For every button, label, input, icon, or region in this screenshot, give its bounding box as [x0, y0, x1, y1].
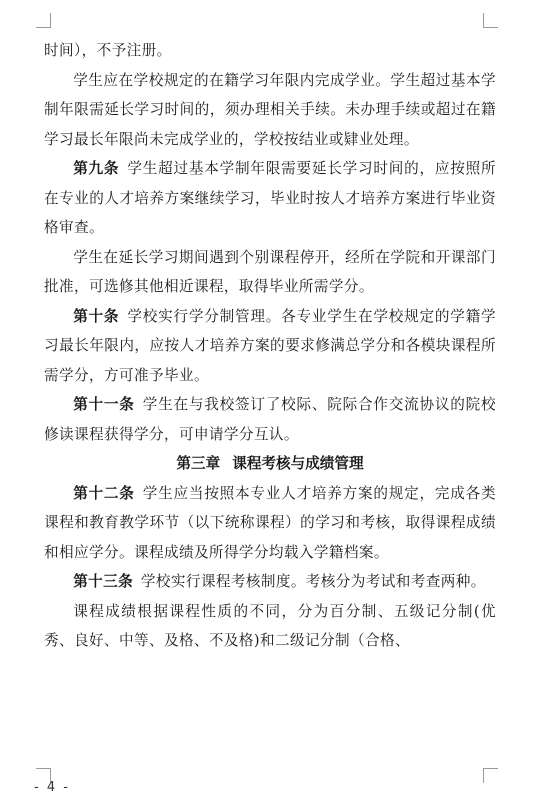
- article-paragraph: [44, 302, 496, 391]
- chapter-title: 课程考核与成绩管理: [232, 455, 364, 472]
- chapter-heading: [44, 449, 496, 479]
- paragraph-text: 课程成绩根据课程性质的不同，分为百分制、五级记分制(优秀、良好、中等、及格、不及格)和二级记分制（合格、: [44, 602, 496, 649]
- paragraph-text: 时间），不予注册。: [44, 42, 172, 59]
- page-number: - 4 -: [34, 780, 70, 795]
- article-number: 第十条: [73, 307, 120, 325]
- paragraph-text: 学生应在学校规定的在籍学习年限内完成学业。学生超过基本学制年限需延长学习时间的，须办理相关手续。未办理手续或超过在籍学习最长年限尚未完成学业的，学校按结业或肄业处理。: [44, 71, 496, 148]
- article-paragraph: [44, 154, 496, 243]
- chapter-number: 第三章: [176, 455, 221, 472]
- paragraph-text: 学生超过基本学制年限需要延长学习时间的，应按照所在专业的人才培养方案继续学习，毕业时按人才培养方案进行毕业资格审查。: [44, 160, 496, 236]
- article-number: 第十三条: [73, 573, 134, 590]
- article-paragraph: [44, 390, 496, 449]
- body-paragraph: [44, 597, 496, 656]
- body-paragraph: [44, 36, 496, 66]
- paragraph-text: 学生在与我校签订了校际、院际合作交流协议的院校修读课程获得学分，可申请学分互认。: [44, 396, 496, 443]
- paragraph-text: 学校实行学分制管理。各专业学生在学校规定的学籍学习最长年限内，应按人才培养方案的要求修满总学分和各模块课程所需学分，方可准予毕业。: [44, 307, 496, 384]
- crop-mark-bottom-right: [483, 768, 498, 783]
- paragraph-text: 学生应当按照本专业人才培养方案的规定，完成各类课程和教育教学环节（以下统称课程）的学习和考核，取得课程成绩和相应学分。课程成绩及所得学分均载入学籍档案。: [44, 484, 496, 561]
- paragraph-text: 学校实行课程考核制度。考核分为考试和考查两种。: [140, 573, 486, 590]
- article-number: 第十二条: [73, 484, 135, 502]
- document-body: [44, 36, 496, 656]
- crop-mark-top-right: [483, 13, 498, 28]
- article-paragraph: [44, 567, 496, 597]
- paragraph-text: 学生在延长学习期间遇到个别课程停开，经所在学院和开课部门批准，可选修其他相近课程，取得毕业所需学分。: [44, 248, 496, 295]
- body-paragraph: [44, 243, 496, 302]
- article-number: 第九条: [73, 160, 120, 177]
- article-paragraph: [44, 479, 496, 568]
- body-paragraph: [44, 66, 496, 155]
- crop-mark-top-left: [36, 13, 51, 28]
- article-number: 第十一条: [73, 396, 135, 413]
